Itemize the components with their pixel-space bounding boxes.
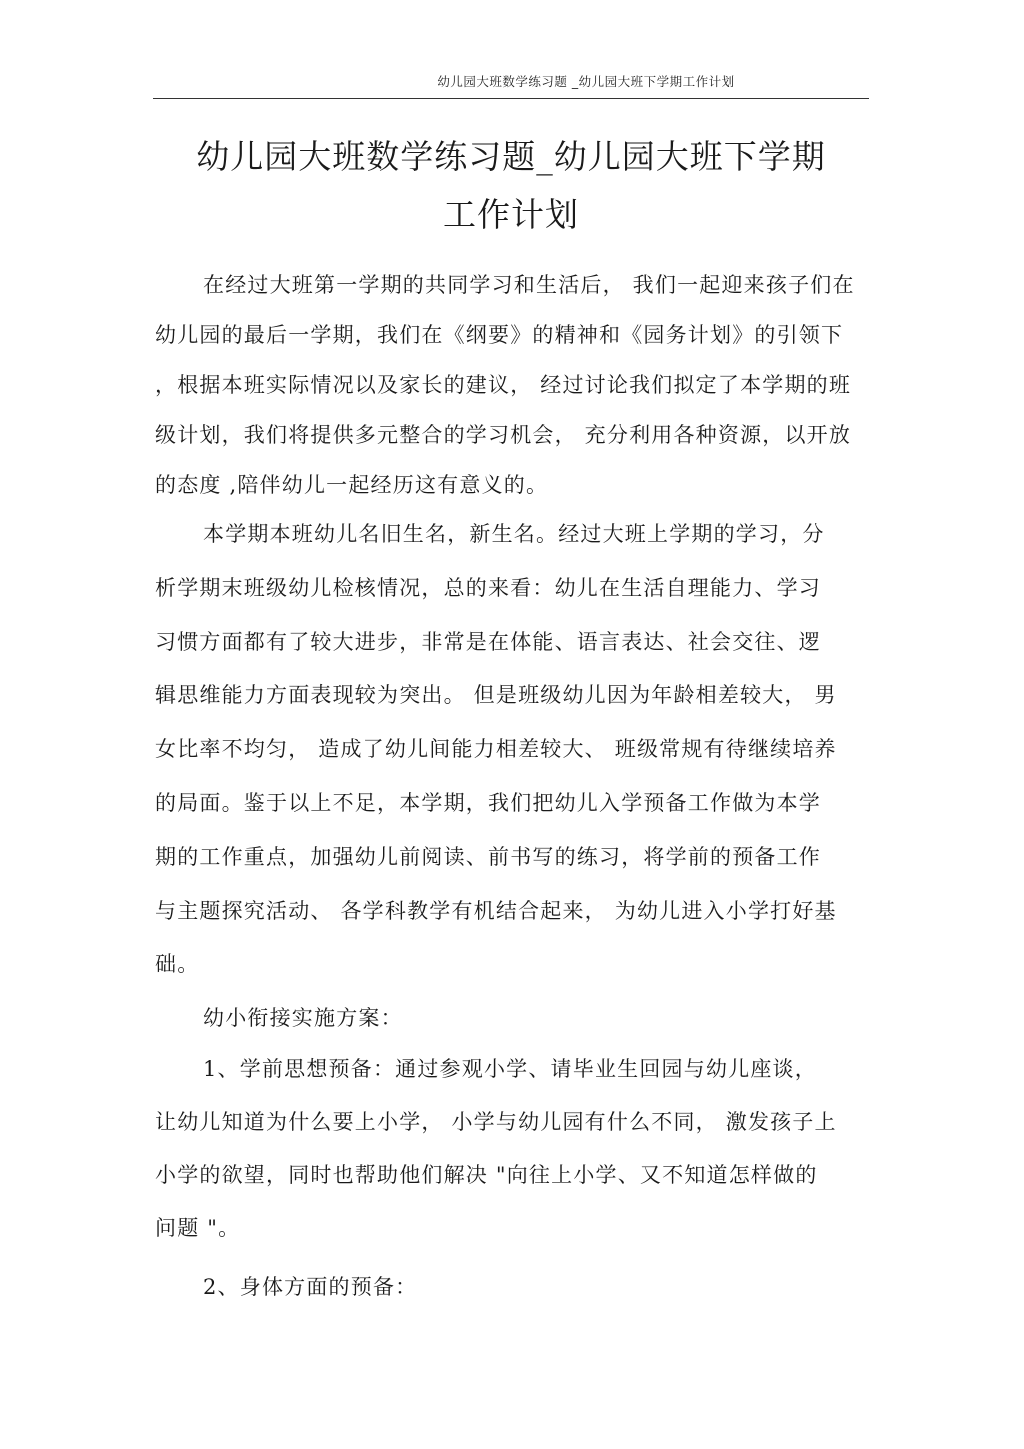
text-line: 析学期末班级幼儿检核情况，总的来看：幼儿在生活自理能力、学习 bbox=[155, 575, 821, 600]
text-line: 在经过大班第一学期的共同学习和生活后， 我们一起迎来孩子们在 bbox=[203, 273, 855, 297]
text-line: 期的工作重点，加强幼儿前阅读、前书写的练习，将学前的预备工作 bbox=[155, 844, 821, 869]
text-line: 与主题探究活动、 各学科教学有机结合起来， 为幼儿进入小学打好基 bbox=[155, 898, 837, 923]
text-line: 的态度 ,陪伴幼儿一起经历这有意义的。 bbox=[155, 473, 549, 497]
text-line: 本学期本班幼儿名旧生名，新生名。经过大班上学期的学习，分 bbox=[203, 522, 825, 546]
item-2-paragraph bbox=[155, 1262, 875, 1312]
plan-heading-paragraph bbox=[155, 993, 875, 1043]
text-line: 级计划，我们将提供多元整合的学习机会， 充分利用各种资源，以开放 bbox=[155, 423, 852, 447]
title-line-1: 幼儿园大班数学练习题_幼儿园大班下学期 bbox=[196, 137, 826, 176]
text-line: 的局面。鉴于以上不足，本学期，我们把幼儿入学预备工作做为本学 bbox=[155, 790, 821, 815]
page-title bbox=[153, 128, 869, 244]
text-line: 幼儿园的最后一学期，我们在《纲要》的精神和《园务计划》的引领下 bbox=[155, 323, 844, 347]
text-line: 习惯方面都有了较大进步，非常是在体能、语言表达、社会交往、逻 bbox=[155, 629, 821, 654]
text-line: 让幼儿知道为什么要上小学， 小学与幼儿园有什么不同， 激发孩子上 bbox=[155, 1110, 837, 1134]
text-line: 辑思维能力方面表现较为突出。 但是班级幼儿因为年龄相差较大， 男 bbox=[155, 683, 837, 708]
text-line: 础。 bbox=[155, 952, 200, 977]
intro-paragraph bbox=[155, 260, 875, 510]
text-line: 问题 "。 bbox=[155, 1216, 241, 1240]
header-rule bbox=[153, 98, 869, 99]
title-line-2: 工作计划 bbox=[443, 195, 579, 234]
text-line: 女比率不均匀， 造成了幼儿间能力相差较大、 班级常规有待继续培养 bbox=[155, 737, 837, 762]
plan-heading: 幼小衔接实施方案： bbox=[203, 1006, 403, 1030]
item-1-paragraph bbox=[155, 1043, 875, 1255]
running-header: 幼儿园大班数学练习题 _幼儿园大班下学期工作计划 bbox=[437, 74, 735, 89]
text-line: 小学的欲望，同时也帮助他们解决 "向往上小学、又不知道怎样做的 bbox=[155, 1163, 818, 1187]
text-line: 1、学前思想预备：通过参观小学、请毕业生回园与幼儿座谈， bbox=[203, 1057, 817, 1081]
text-line: ，根据本班实际情况以及家长的建议， 经过讨论我们拟定了本学期的班 bbox=[155, 373, 852, 397]
item-2-heading: 2、身体方面的预备： bbox=[203, 1275, 418, 1299]
analysis-paragraph bbox=[155, 508, 875, 992]
